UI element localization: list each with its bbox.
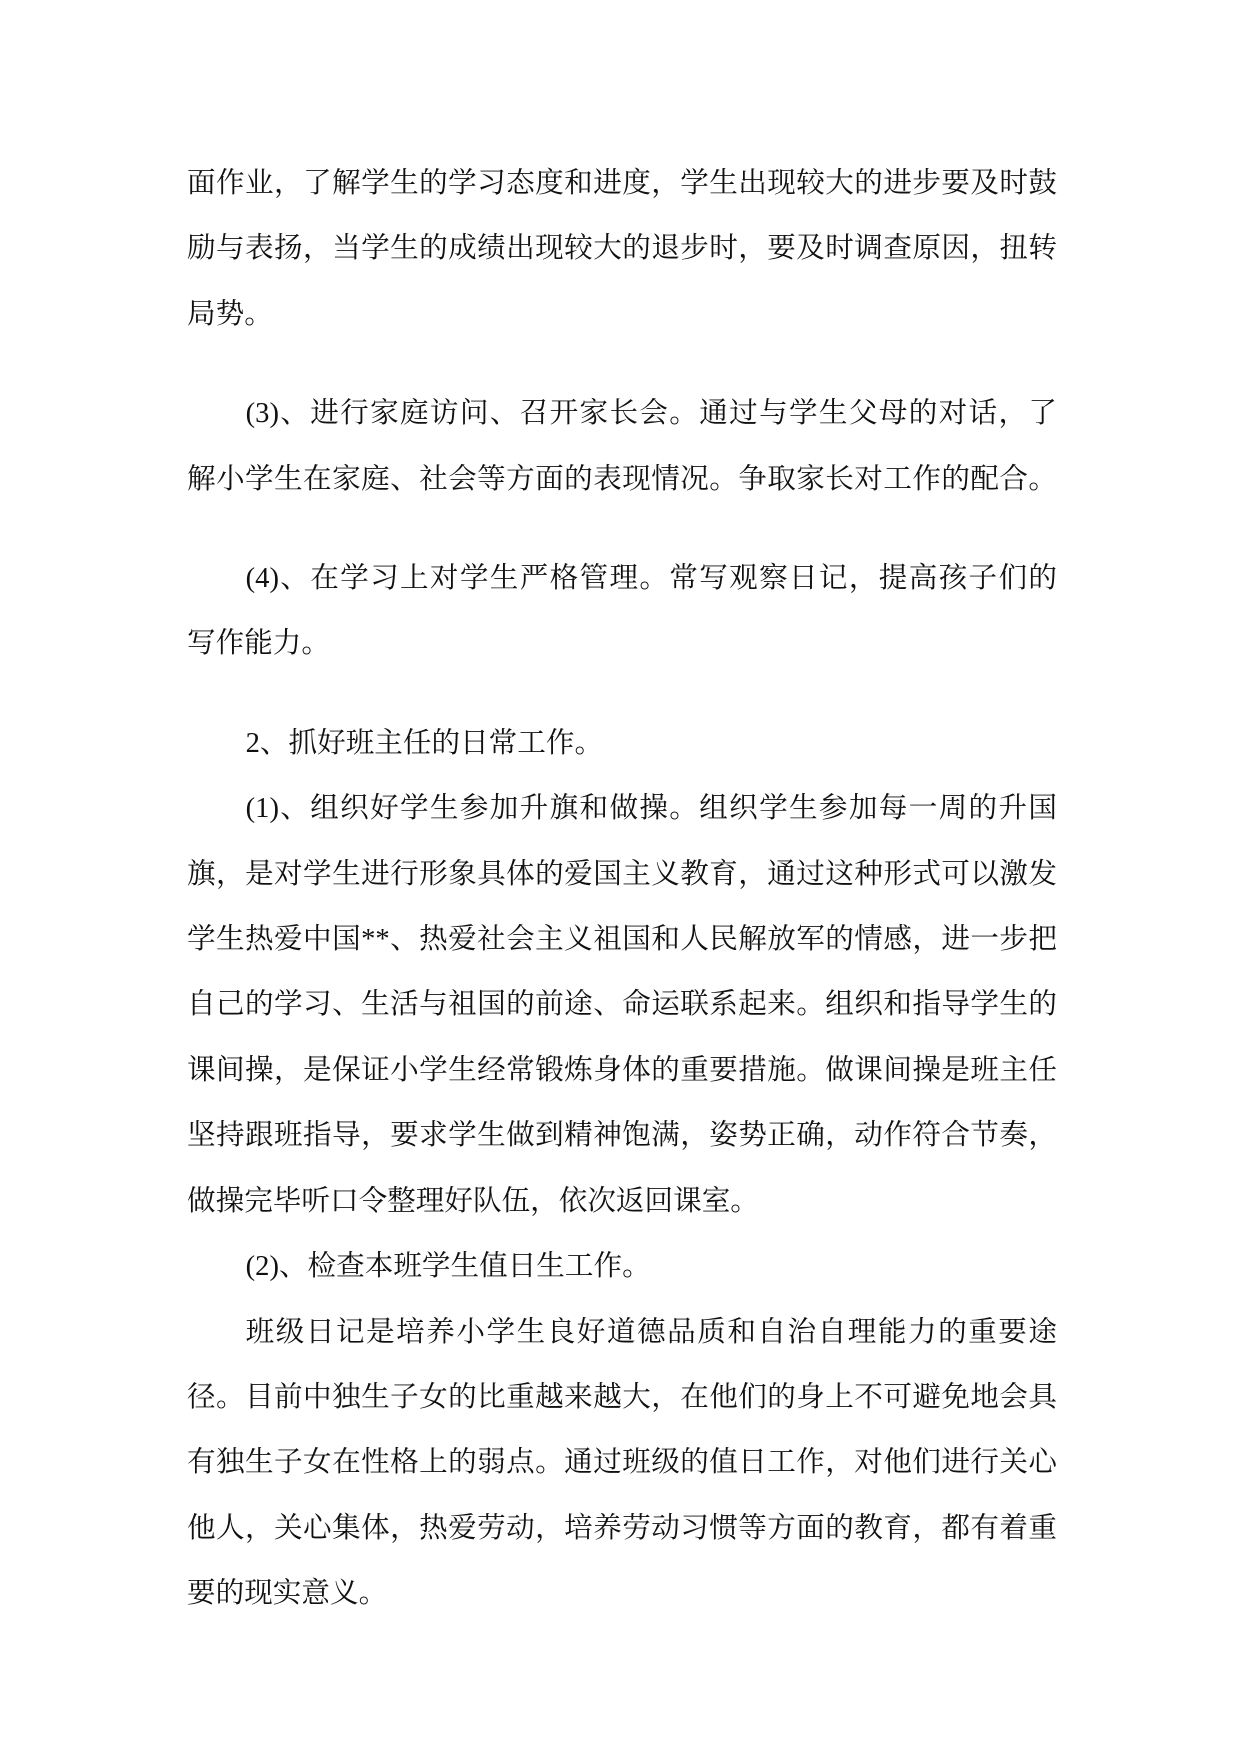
text-line: 局势。 [187,298,273,330]
text-line: 要的现实意义。 [187,1578,388,1610]
text-line: 坚持跟班指导，要求学生做到精神饱满，姿势正确，动作符合节奏， [187,1120,1057,1152]
text-line: 面作业，了解学生的学习态度和进度，学生出现较大的进步要及时鼓 [187,168,1057,199]
text-line: 班级日记是培养小学生良好道德品质和自治自理能力的重要途 [245,1316,1057,1348]
text-line: 做操完毕听口令整理好队伍，依次返回课室。 [187,1185,759,1217]
paragraph-item-2 [187,1234,1057,1299]
paragraph-class-diary [187,1300,1057,1627]
text-line: 写作能力。 [187,628,330,660]
text-line: 2、抓好班主任的日常工作。 [245,727,604,759]
document-body [187,151,1057,1627]
text-line: 自己的学习、生活与祖国的前途、命运联系起来。组织和指导学生的 [187,989,1057,1021]
text-line: 解小学生在家庭、社会等方面的表现情况。争取家长对工作的配合。 [187,463,1057,495]
text-line: 学生热爱中国**、热爱社会主义祖国和人民解放军的情感，进一步把 [187,924,1057,956]
text-line: 他人，关心集体，热爱劳动，培养劳动习惯等方面的教育，都有着重 [187,1512,1057,1544]
paragraph-item-1 [187,776,1057,1234]
paragraph-continued [187,151,1057,347]
section-heading [187,711,1057,776]
text-line: (2)、检查本班学生值日生工作。 [245,1251,651,1283]
text-line: 有独生子女在性格上的弱点。通过班级的值日工作，对他们进行关心 [187,1447,1057,1479]
paragraph-item-4 [187,546,1057,677]
text-line: 旗，是对学生进行形象具体的爱国主义教育，通过这种形式可以激发 [187,858,1057,890]
text-line: (1)、组织好学生参加升旗和做操。组织学生参加每一周的升国 [245,793,1057,825]
text-line: (4)、在学习上对学生严格管理。常写观察日记，提高孩子们的 [245,563,1057,595]
text-line: 径。目前中独生子女的比重越来越大，在他们的身上不可避免地会具 [187,1381,1057,1413]
paragraph-item-3 [187,381,1057,512]
text-line: 课间操，是保证小学生经常锻炼身体的重要措施。做课间操是班主任 [187,1054,1057,1086]
text-line: (3)、进行家庭访问、召开家长会。通过与学生父母的对话，了 [245,398,1057,430]
text-line: 励与表扬，当学生的成绩出现较大的退步时，要及时调查原因，扭转 [187,233,1057,265]
